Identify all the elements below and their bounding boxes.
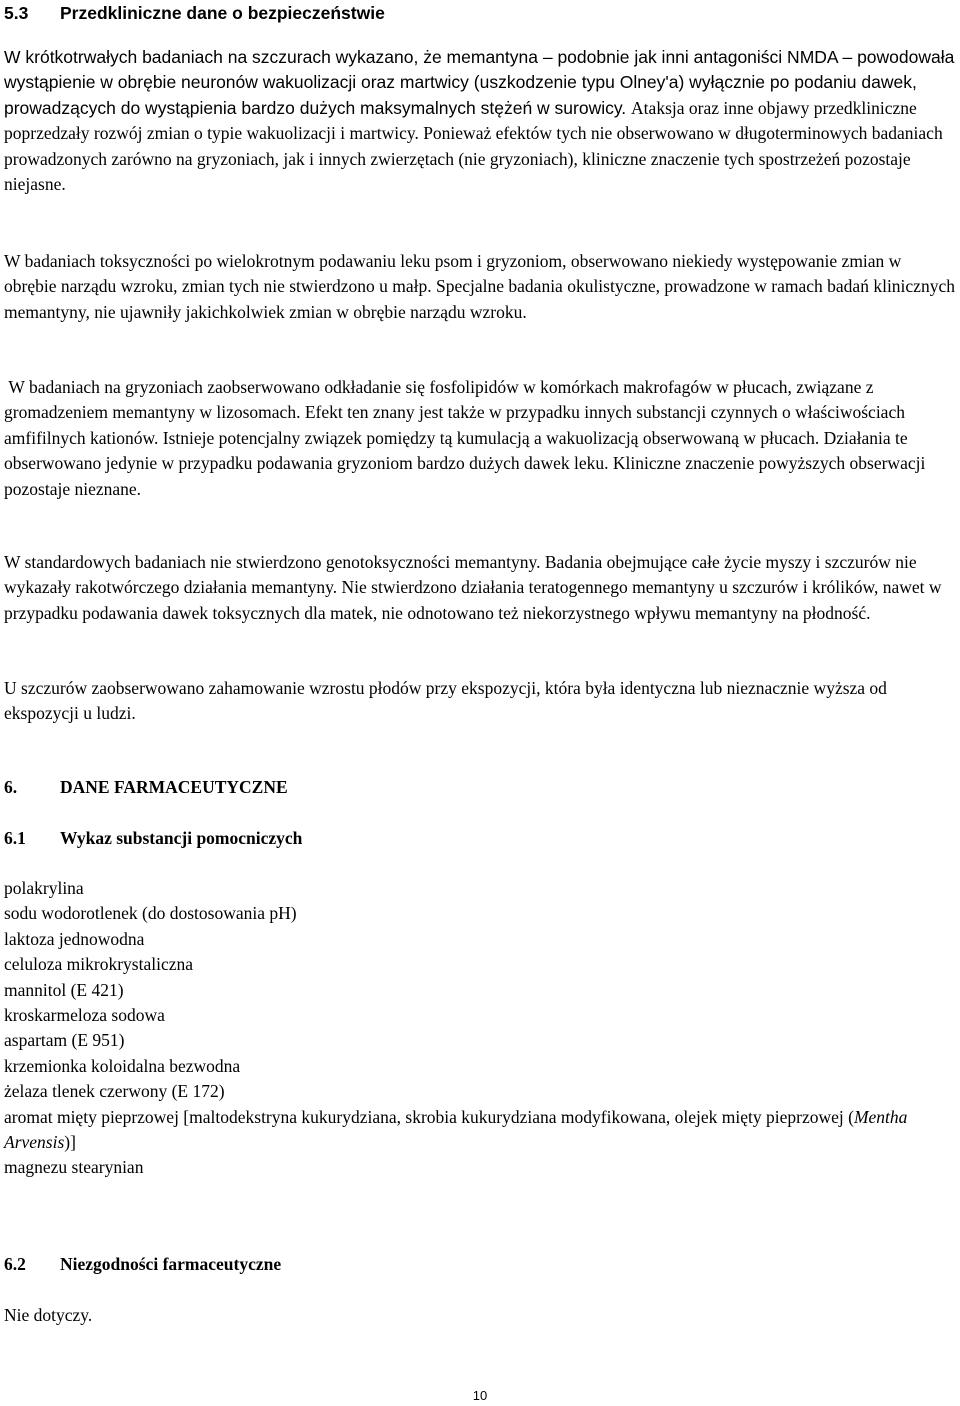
section-number: 5.3 bbox=[4, 3, 29, 23]
list-item: laktoza jednowodna bbox=[4, 928, 145, 949]
section-title: Przedkliniczne dane o bezpieczeństwie bbox=[60, 3, 385, 23]
section-5-3-heading bbox=[4, 1, 956, 26]
section-6-1-heading bbox=[4, 826, 956, 851]
list-item-flavour bbox=[4, 1105, 956, 1156]
list-item: żelaza tlenek czerwony (E 172) bbox=[4, 1081, 225, 1102]
flavour-prefix: aromat mięty pieprzowej [maltodekstryna kukurydziana, skrobia kukurydziana modyfikowana, olejek mięty pieprzowej ( bbox=[4, 1106, 854, 1127]
section-6-heading bbox=[4, 775, 956, 800]
section-title: Wykaz substancji pomocniczych bbox=[60, 828, 303, 848]
flavour-suffix: )] bbox=[64, 1132, 76, 1153]
list-item: aspartam (E 951) bbox=[4, 1030, 125, 1051]
paragraph-4: W standardowych badaniach nie stwierdzono genotoksyczności memantyny. Badania obejmujące całe życie myszy i szczurów nie wykazały rakotwórczego działania memantyny. Nie stwierdzono działania teratogennego memantyny u szczurów i królików, nawet w przypadku podawania dawek toksycznych dla matek, nie odnotowano też niekorzystnego wpływu memantyny na płodność. bbox=[4, 552, 942, 623]
section-number: 6.1 bbox=[4, 828, 26, 848]
section-6-2-text: Nie dotyczy. bbox=[4, 1305, 93, 1325]
paragraph-3: W badaniach na gryzoniach zaobserwowano odkładanie się fosfolipidów w komórkach makrofagów w płucach, związane z gromadzeniem memantyny w lizosomach. Efekt ten znany jest także w przypadku innych substancji czynnych o właściwościach amfifilnych kationów. Istnieje potencjalny związek pomiędzy tą kumulacją a wakuolizacją obserwowaną w płucach. Działania te obserwowano jedynie w przypadku podawania gryzoniom bardzo dużych dawek leku. Kliniczne znaczenie powyższych obserwacji pozostaje nieznane. bbox=[4, 377, 930, 499]
section-number: 6. bbox=[4, 777, 18, 797]
paragraph-5: U szczurów zaobserwowano zahamowanie wzrostu płodów przy ekspozycji, która była identyczna lub nieznacznie wyższa od ekspozycji u ludzi. bbox=[4, 678, 887, 724]
list-item: mannitol (E 421) bbox=[4, 979, 124, 1000]
flavour-species: Mentha Arvensis bbox=[4, 1106, 908, 1153]
paragraph-1-serif-part: Ataksja oraz inne objawy przedkliniczne poprzedzały rozwój zmian o typie wakuolizacji i martwicy. Ponieważ efektów tych nie obserwowano w długoterminowych badaniach prowadzonych zarówno na gryzoniach, jak i innych zwierzętach (nie gryzoniach), kliniczne znaczenie tych spostrzeżeń pozostaje niejasne. bbox=[4, 97, 943, 195]
list-item: krzemionka koloidalna bezwodna bbox=[4, 1055, 241, 1076]
paragraph-2: W badaniach toksyczności po wielokrotnym podawaniu leku psom i gryzoniom, obserwowano niekiedy występowanie zmian w obrębie narządu wzroku, zmian tych nie stwierdzono u małp. Specjalne badania okulistyczne, prowadzone w ramach badań klinicznych memantyny, nie ujawniły jakichkolwiek zmian w obrębie narządu wzroku. bbox=[4, 251, 955, 322]
paragraph-1-sans-part: W krótkotrwałych badaniach na szczurach wykazano, że memantyna – podobnie jak inni antagoniści NMDA – powodowała wystąpienie w obrębie neuronów wakuolizacji oraz martwicy (uszkodzenie typu Olney'a) wyłącznie po podaniu dawek, prowadzących do wystąpienia bardzo dużych maksymalnych stężeń w surowicy. bbox=[4, 47, 955, 118]
section-number: 6.2 bbox=[4, 1254, 26, 1274]
section-6-2-heading bbox=[4, 1252, 956, 1277]
section-title: DANE FARMACEUTYCZNE bbox=[60, 777, 288, 797]
list-item: polakrylina bbox=[4, 878, 84, 898]
list-item: kroskarmeloza sodowa bbox=[4, 1005, 165, 1026]
page-number: 10 bbox=[472, 1388, 488, 1403]
list-item: celuloza mikrokrystaliczna bbox=[4, 954, 194, 975]
list-item: sodu wodorotlenek (do dostosowania pH) bbox=[4, 903, 297, 924]
paragraph-1 bbox=[4, 45, 956, 197]
excipient-list bbox=[4, 876, 956, 1181]
section-title: Niezgodności farmaceutyczne bbox=[60, 1254, 282, 1274]
list-item: magnezu stearynian bbox=[4, 1157, 144, 1178]
